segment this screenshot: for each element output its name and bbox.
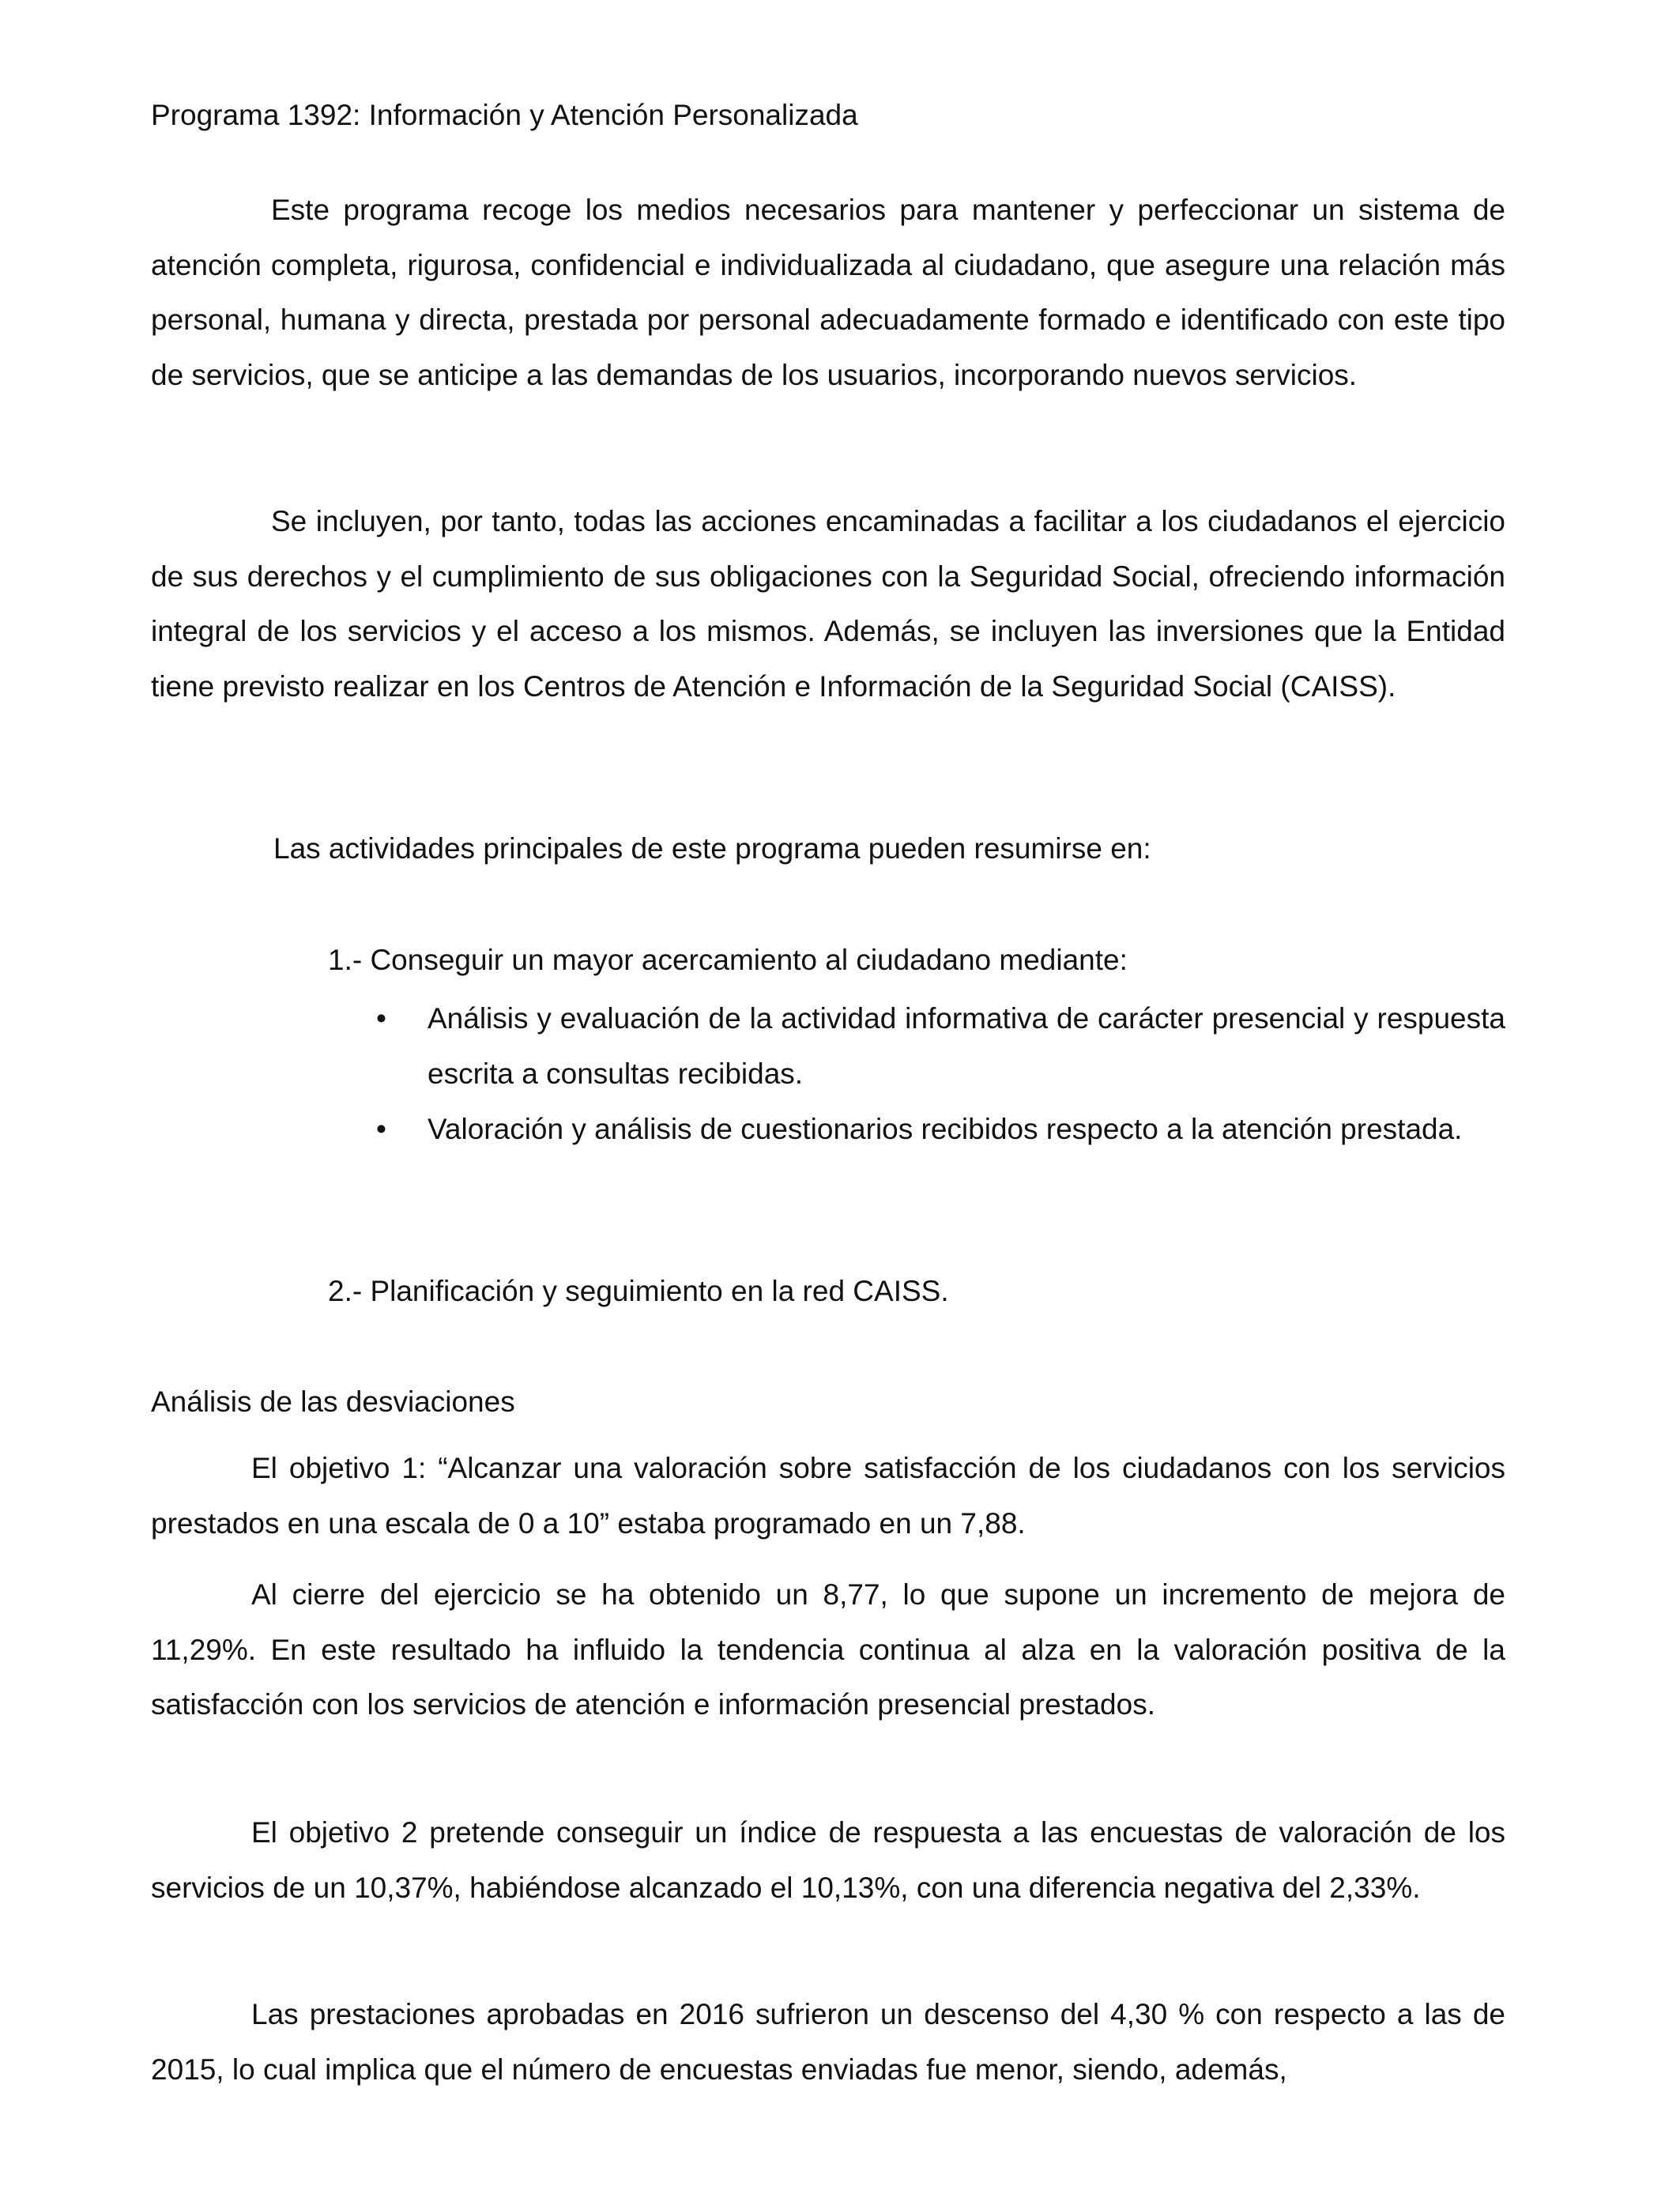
section-heading: Análisis de las desviaciones	[151, 1385, 515, 1418]
bullet-valuation: Valoración y análisis de cuestionarios recibidos respecto a la atención prestada.	[428, 1113, 1463, 1145]
list-item-2: 2.- Planificación y seguimiento en la red CAISS.	[328, 1275, 949, 1307]
paragraph-included-actions: Se incluyen, por tanto, todas las acciones encaminadas a facilitar a los ciudadanos el ejercicio de sus derechos y el cumplimiento de sus obligaciones con la Seguridad Social, ofreciendo información integral de los servicios y el acceso a los mismos. Además, se incluyen las inversiones que la Entidad tiene previsto realizar en los Centros de Atención e Información de la Seguridad Social (CAISS).	[151, 505, 1505, 703]
activities-intro: Las actividades principales de este programa pueden resumirse en:	[273, 832, 1151, 865]
list-item-1: 1.- Conseguir un mayor acercamiento al ciudadano mediante:	[328, 944, 1128, 976]
paragraph-objective-2: El objetivo 2 pretende conseguir un índice de respuesta a las encuestas de valoración de los servicios de un 10,37%, habiéndose alcanzado el 10,13%, con una diferencia negativa del 2,33%.	[151, 1816, 1505, 1904]
paragraph-objective-1: El objetivo 1: “Alcanzar una valoración sobre satisfacción de los ciudadanos con los servicios prestados en una escala de 0 a 10” estaba programado en un 7,88.	[151, 1452, 1505, 1540]
bullet-icon: •	[376, 1002, 386, 1035]
bullet-analysis: Análisis y evaluación de la actividad informativa de carácter presencial y respuesta escrita a consultas recibidas.	[428, 1002, 1505, 1090]
paragraph-program-description: Este programa recoge los medios necesarios para mantener y perfeccionar un sistema de atención completa, rigurosa, confidencial e individualizada al ciudadano, que asegure una relación más personal, humana y directa, prestada por personal adecuadamente formado e identificado con este tipo de servicios, que se anticipe a las demandas de los usuarios, incorporando nuevos servicios.	[151, 194, 1505, 391]
paragraph-benefits: Las prestaciones aprobadas en 2016 sufrieron un descenso del 4,30 % con respecto a las de 2015, lo cual implica que el número de encuestas enviadas fue menor, siendo, además,	[151, 1998, 1505, 2086]
paragraph-closing-result: Al cierre del ejercicio se ha obtenido un 8,77, lo que supone un incremento de mejora de 11,29%. En este resultado ha influido la tendencia continua al alza en la valoración positiva de la satisfacción con los servicios de atención e información presencial prestados.	[151, 1578, 1505, 1721]
bullet-icon: •	[376, 1113, 386, 1145]
document-title: Programa 1392: Información y Atención Personalizada	[151, 99, 858, 131]
